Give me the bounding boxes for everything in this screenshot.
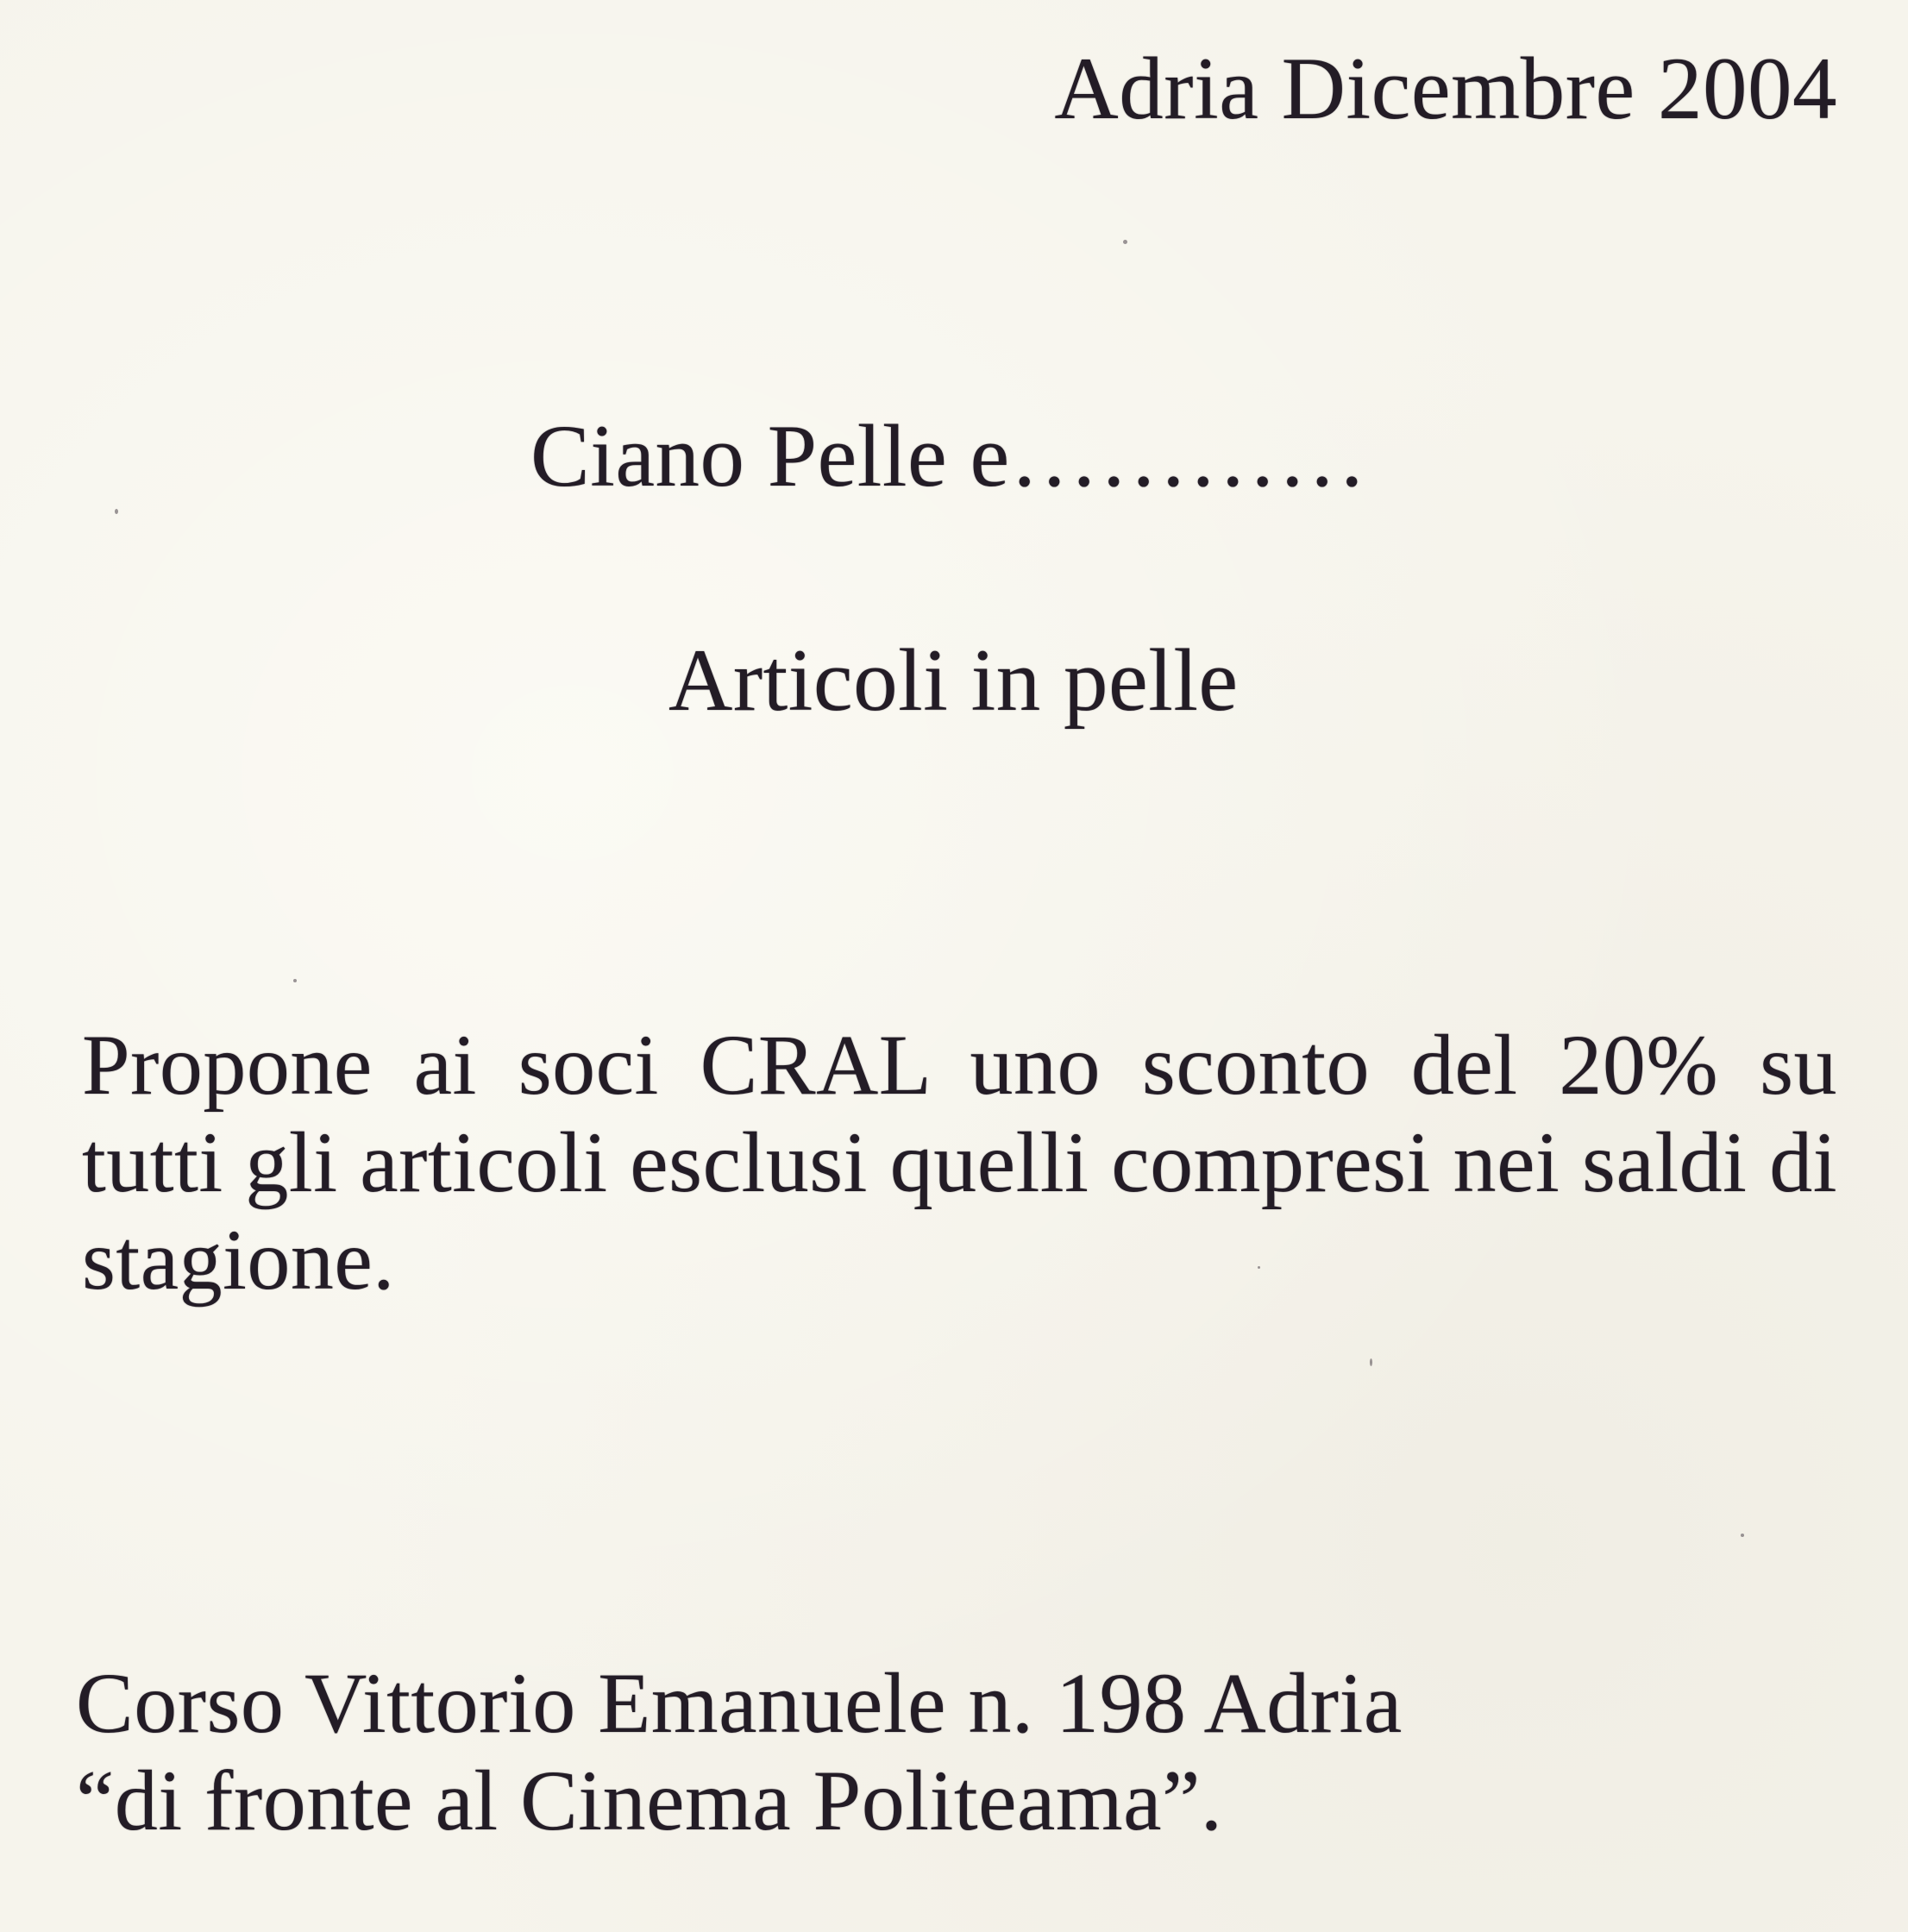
scan-speck — [1258, 1266, 1260, 1269]
offer-paragraph: Propone ai soci CRAL uno sconto del 20% su tutti gli articoli esclusi quelli compresi nei saldi di stagione. — [82, 1017, 1837, 1308]
scan-speck — [1370, 1358, 1372, 1366]
scan-speck — [1741, 1534, 1744, 1537]
scan-speck — [1123, 240, 1127, 244]
address-block — [76, 1654, 1403, 1849]
shop-subtitle: Articoli in pelle — [668, 631, 1239, 730]
scan-speck — [115, 509, 118, 514]
scan-speck — [293, 979, 297, 982]
shop-name-heading: Ciano Pelle e………… — [530, 407, 1367, 505]
date-line: Adria Dicembre 2004 — [1054, 40, 1837, 138]
location-note: “di fronte al Cinema Politeama”. — [76, 1753, 1223, 1848]
address-line: Corso Vittorio Emanuele n. 198 Adria — [76, 1655, 1403, 1751]
